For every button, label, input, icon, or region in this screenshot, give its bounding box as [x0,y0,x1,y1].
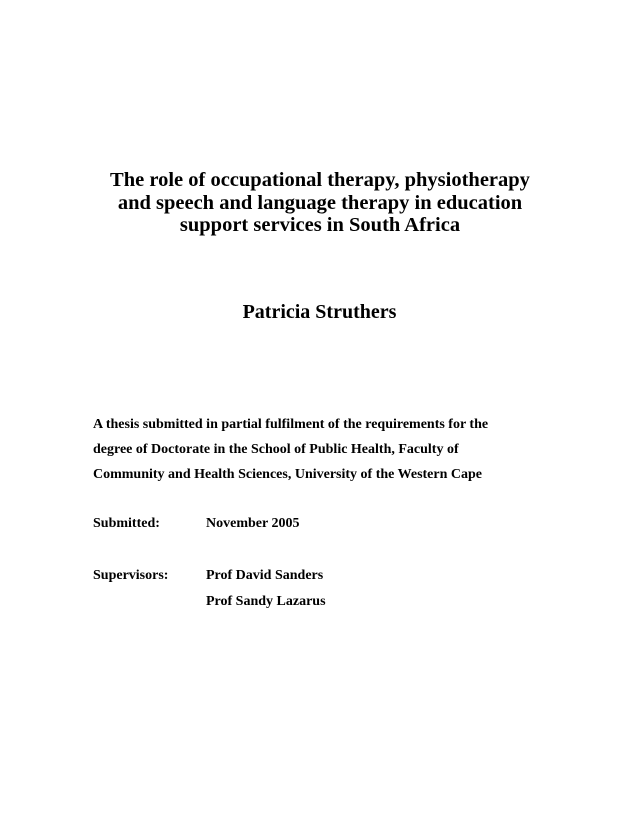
submission-statement-line: degree of Doctorate in the School of Public Health, Faculty of [93,442,459,457]
submitted-date-value: November 2005 [206,516,300,531]
thesis-title-line: support services in South Africa [179,214,461,236]
submission-statement-line: A thesis submitted in partial fulfilment of the requirements for the [93,417,489,432]
thesis-title-line: The role of occupational therapy, physiotherapy [110,169,530,191]
submission-statement-line: Community and Health Sciences, University of the Western Cape [93,467,482,482]
author-name: Patricia Struthers [242,301,397,323]
thesis-title-line: and speech and language therapy in education [117,191,523,214]
thesis-title [60,169,580,237]
submitted-label: Submitted: [93,516,160,531]
supervisor-name: Prof David Sanders [206,568,324,583]
supervisor-name: Prof Sandy Lazarus [206,594,326,609]
submitted-date [206,511,299,537]
supervisors-label: Supervisors: [93,568,169,583]
supervisors-list [206,563,326,615]
submission-statement [93,412,573,487]
